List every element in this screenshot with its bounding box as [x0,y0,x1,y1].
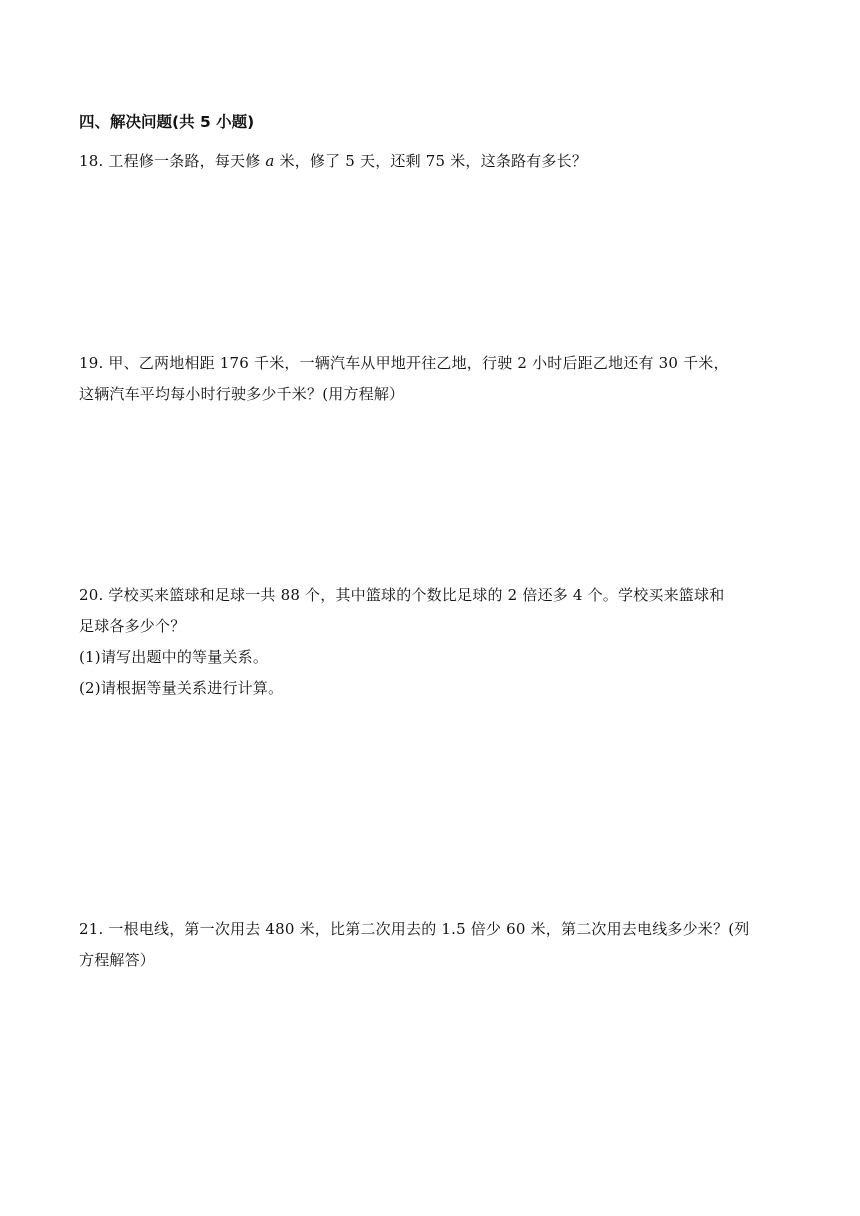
question-20-line-2: 足球各多少个？ [79,617,186,635]
question-21-line-1: 21. 一根电线，第一次用去 480 米，比第二次用去的 1.5 倍少 60 米，第二次用去电线多少米？(列 [79,920,750,938]
question-18-line-1 [79,146,785,177]
question-20-line-1: 20. 学校买来篮球和足球一共 88 个，其中篮球的个数比足球的 2 倍还多 4 个。学校买来篮球和 [79,586,725,604]
question-18-variable: a [265,152,275,170]
section-title: 四、解决问题(共 5 小题) [79,113,255,131]
question-19-line-2: 这辆汽车平均每小时行驶多少千米？(用方程解） [79,385,405,403]
question-19-line-1: 19. 甲、乙两地相距 176 千米，一辆汽车从甲地开往乙地，行驶 2 小时后距乙地还有 30 千米， [79,354,729,372]
question-21-line-2: 方程解答） [79,951,156,969]
question-20-subquestion-1: (1)请写出题中的等量关系。 [79,648,269,666]
question-20-subquestion-2: (2)请根据等量关系进行计算。 [79,679,284,697]
question-21 [79,914,785,976]
question-20 [79,580,785,704]
question-19 [79,348,785,410]
question-18-text-a: 18. 工程修一条路，每天修 [79,152,261,170]
question-18-text-b: 米，修了 5 天，还剩 75 米，这条路有多长？ [274,152,588,170]
question-18 [79,146,785,177]
